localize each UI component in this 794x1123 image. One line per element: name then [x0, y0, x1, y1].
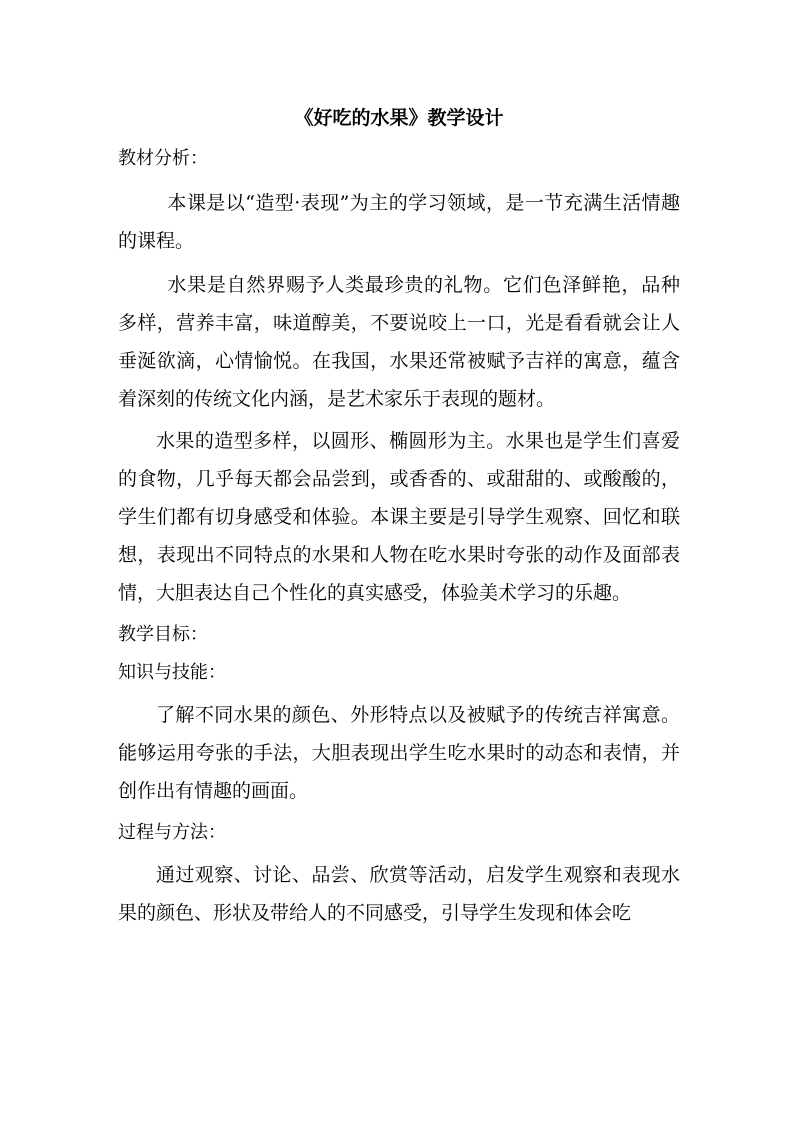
- goals-heading: 教学目标：: [118, 624, 208, 645]
- analysis-paragraph-1: 本课是以“造型·表现”为主的学习领域，是一节充满生活情趣的课程。: [118, 192, 680, 252]
- analysis-heading: 教材分析：: [118, 148, 208, 169]
- knowledge-paragraph: 了解不同水果的颜色、外形特点以及被赋予的传统吉祥寓意。能够运用夸张的手法，大胆表现出学生吃水果时的动态和表情，并创作出有情趣的画面。: [118, 704, 680, 802]
- document-page: [118, 100, 680, 932]
- process-heading: 过程与方法：: [118, 822, 226, 843]
- analysis-paragraph-3: 水果的造型多样，以圆形、椭圆形为主。水果也是学生们喜爱的食物，几乎每天都会品尝到，或香香的、或甜甜的、或酸酸的，学生们都有切身感受和体验。本课主要是引导学生观察、回忆和联想，表现出不同特点的水果和人物在吃水果时夸张的动作及面部表情，大胆表达自己个性化的真实感受，体验美术学习的乐趣。: [118, 430, 680, 604]
- process-paragraph: 通过观察、讨论、品尝、欣赏等活动，启发学生观察和表现水果的颜色、形状及带给人的不同感受，引导学生发现和体会吃: [118, 864, 680, 924]
- document-title: 《好吃的水果》教学设计: [294, 107, 504, 129]
- analysis-paragraph-2: 水果是自然界赐予人类最珍贵的礼物。它们色泽鲜艳，品种多样，营养丰富，味道醇美，不要说咬上一口，光是看看就会让人垂涎欲滴，心情愉悦。在我国，水果还常被赋予吉祥的寓意，蕴含着深刻的传统文化内涵，是艺术家乐于表现的题材。: [118, 274, 680, 410]
- knowledge-heading: 知识与技能：: [118, 662, 226, 683]
